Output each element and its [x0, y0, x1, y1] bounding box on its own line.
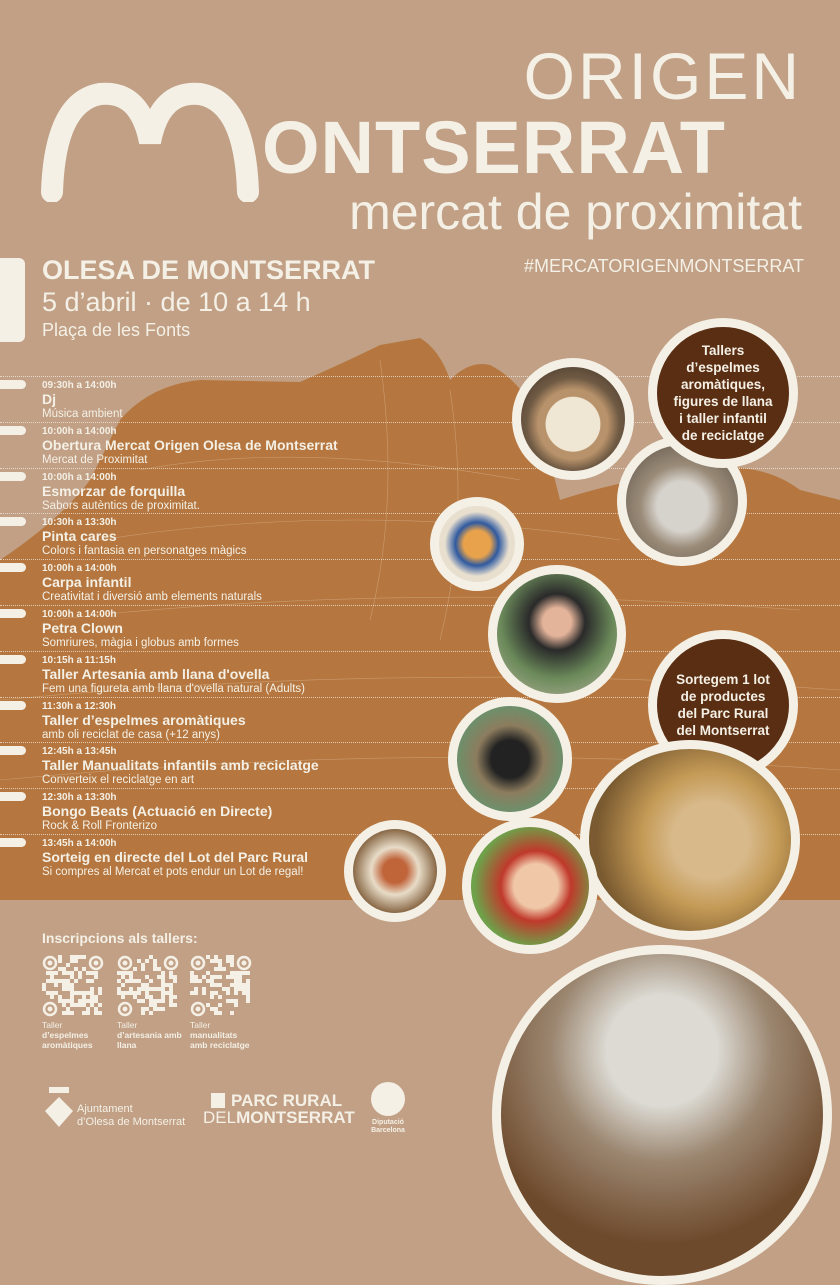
schedule-title: Taller d’espelmes aromàtiques: [42, 711, 246, 728]
hashtag: #MERCATORIGENMONTSERRAT: [523, 256, 804, 276]
schedule-subtitle: Música ambient: [42, 408, 123, 420]
parc-square-icon: [211, 1093, 225, 1108]
schedule-title: Petra Clown: [42, 619, 123, 636]
qr-label: [117, 1020, 183, 1050]
schedule-tab: [0, 380, 26, 389]
schedule-tab: [0, 655, 26, 664]
schedule-time: 12:45h a 13:45h: [42, 746, 117, 758]
qr-label: [190, 1020, 256, 1050]
photo-food: [344, 820, 446, 922]
schedule-title: Sorteig en directe del Lot del Parc Rural: [42, 848, 309, 865]
title-origen: ORIGEN: [523, 39, 802, 113]
schedule-title: Dj: [42, 391, 56, 407]
qr-label-line1: Taller: [42, 1020, 63, 1030]
subtitle: mercat de proximitat: [349, 184, 802, 240]
schedule-subtitle: Mercat de Proximitat: [42, 453, 148, 466]
schedule-tab: [0, 563, 26, 572]
event-date: 5 d’abril · de 10 a 14 h: [42, 287, 311, 317]
photo-face-painting: [462, 818, 598, 954]
qr-label-line1: Taller: [190, 1020, 211, 1030]
olesa-coat-of-arms-icon: [45, 1085, 75, 1130]
ajuntament-line1: Ajuntament: [77, 1103, 133, 1115]
schedule-tab: [0, 746, 26, 755]
schedule-title: Esmorzar de forquilla: [42, 482, 186, 499]
schedule-tab: [0, 609, 26, 618]
photo-crafts: [430, 497, 524, 591]
schedule-item: [0, 559, 840, 605]
qr-label: [42, 1020, 108, 1050]
schedule-subtitle: Fem una figureta amb llana d'ovella natural (Adults): [42, 682, 306, 695]
schedule-subtitle: Somriures, màgia i globus amb formes: [42, 636, 239, 649]
schedule-title: Obertura Mercat Origen Olesa de Montserrat: [42, 436, 338, 453]
photo-market-stalls: [492, 945, 832, 1285]
qr-code[interactable]: [42, 955, 104, 1017]
parc-line1: PARC RURAL: [231, 1091, 343, 1110]
schedule-title: Carpa infantil: [42, 574, 132, 591]
qr-code[interactable]: [190, 955, 252, 1017]
photo-band: [448, 697, 572, 821]
schedule-tab: [0, 472, 26, 481]
title-montserrat: ONTSERRAT: [262, 106, 726, 189]
schedule-tab: [0, 838, 26, 847]
qr-label-line1: Taller: [117, 1020, 138, 1030]
diputacio-seal-icon: [371, 1082, 405, 1116]
raffle-bubble-text: Sortegem 1 lot de productes del Parc Rural del Montserrat: [676, 672, 770, 738]
schedule-subtitle: Sabors autèntics de proximitat.: [42, 499, 200, 512]
photo-candles: [512, 358, 634, 480]
workshops-bubble-text: Tallers d’espelmes aromàtiques, figures de llana i taller infantil de reciclatge: [673, 343, 773, 443]
schedule-tab: [0, 426, 26, 435]
diputacio-line1: Diputació: [372, 1119, 404, 1126]
parc-del: DEL: [203, 1108, 237, 1127]
schedule-title: Bongo Beats (Actuació en Directe): [42, 803, 273, 820]
schedule-time: 10:00h a 14:00h: [42, 471, 117, 483]
photo-product-lot: [580, 740, 800, 940]
schedule-subtitle: Converteix el reciclatge en art: [42, 774, 195, 787]
schedule-time: 10:00h a 14:00h: [42, 425, 117, 437]
qr-label-line2: d’espelmes aromàtiques: [42, 1030, 93, 1050]
workshops-bubble: [648, 318, 798, 468]
qr-code[interactable]: [117, 955, 179, 1017]
schedule-title: Taller Artesania amb llana d'ovella: [42, 665, 270, 682]
photo-clown: [488, 565, 626, 703]
schedule-time: 12:30h a 13:30h: [42, 792, 117, 804]
schedule-subtitle: Colors i fantasia en personatges màgics: [42, 545, 247, 558]
schedule-tab: [0, 517, 26, 526]
schedule-time: 10:00h a 14:00h: [42, 563, 117, 575]
registration-title: Inscripcions als tallers:: [42, 930, 198, 946]
schedule-tab: [0, 792, 26, 801]
schedule-title: Pinta cares: [42, 528, 117, 545]
diputacio-logo: [371, 1082, 405, 1135]
diputacio-line2: Barcelona: [371, 1127, 405, 1134]
event-town: OLESA DE MONTSERRAT: [42, 255, 376, 285]
schedule-subtitle: amb oli reciclat de casa (+12 anys): [42, 728, 221, 741]
schedule-subtitle: Rock & Roll Fronterizo: [42, 820, 158, 833]
schedule-time: 10:30h a 13:30h: [42, 517, 117, 529]
ajuntament-line2: d’Olesa de Montserrat: [77, 1116, 186, 1128]
parc-rural-logo: [203, 1092, 355, 1126]
schedule-time: 13:45h a 14:00h: [42, 837, 117, 849]
accent-bar: [0, 258, 25, 342]
schedule-time: 10:00h a 14:00h: [42, 608, 117, 620]
schedule-title: Taller Manualitats infantils amb reciclatge: [42, 757, 319, 774]
schedule-tab: [0, 701, 26, 710]
event-place: Plaça de les Fonts: [42, 320, 191, 340]
schedule-time: 10:15h a 11:15h: [42, 654, 116, 666]
schedule-subtitle: Si compres al Mercat et pots endur un Lot de regal!: [42, 865, 304, 878]
parc-line2: MONTSERRAT: [236, 1108, 355, 1127]
schedule-subtitle: Creativitat i diversió amb elements naturals: [42, 591, 262, 604]
qr-label-line2: manualitats amb reciclatge: [190, 1030, 250, 1050]
montserrat-m-logo: [40, 82, 260, 202]
qr-label-line2: d’artesania amb llana: [117, 1030, 182, 1050]
schedule-time: 11:30h a 12:30h: [42, 700, 116, 712]
schedule-time: 09:30h a 14:00h: [42, 380, 117, 391]
